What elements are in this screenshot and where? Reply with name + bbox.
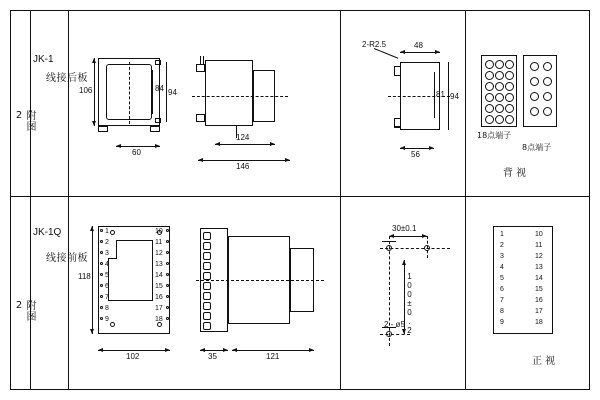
row2-front-left-2: 2 <box>500 242 504 249</box>
row1-term-18-2 <box>495 60 504 69</box>
row1-term-8-6 <box>543 92 552 101</box>
row1-dim124-arrow-right <box>270 142 275 146</box>
row2-dim102-line <box>98 350 170 351</box>
row2-pin-right-14: 14 <box>155 272 163 279</box>
row2-term-6 <box>203 282 211 290</box>
row2-pin-left-5: 5 <box>105 272 109 279</box>
col-divider-4 <box>465 10 466 390</box>
row2-dim35-arrow-left <box>200 348 205 352</box>
row2-plate-shape-1 <box>116 240 152 241</box>
row2-term-4 <box>203 262 211 270</box>
row1-caption-rear: 背 视 <box>503 168 527 179</box>
row2-pin-dot-5 <box>100 273 103 276</box>
row1-dim84-line <box>152 70 153 114</box>
row1-side-bracket-top <box>196 64 205 72</box>
row1-side-centerline <box>192 96 288 97</box>
row1-term-18-12 <box>505 93 514 102</box>
row1-dim106-arrow-bottom <box>92 121 96 126</box>
row1-caption-18: 18点端子 <box>477 131 512 140</box>
row2-hole-bl <box>110 322 115 327</box>
row2-front-left-5: 5 <box>500 275 504 282</box>
row2-term-5 <box>203 272 211 280</box>
row2-pin-dot-15 <box>166 284 169 287</box>
row1-cutout-tab-bottom <box>394 118 401 128</box>
row2-term-3 <box>203 252 211 260</box>
row2-pin-right-11: 11 <box>155 239 163 246</box>
row1-side-pin-top <box>200 56 201 64</box>
row1-dim124-line <box>215 144 275 145</box>
row2-plate-shape-2 <box>116 240 117 258</box>
row2-pin-dot-12 <box>166 251 169 254</box>
row2-side-centerline <box>196 280 324 281</box>
row2-pin-left-8: 8 <box>105 305 109 312</box>
row2-hole-bottom <box>386 331 392 337</box>
row1-term-18-18 <box>505 115 514 124</box>
row2-pin-dot-1 <box>100 229 103 232</box>
row2-front-left-7: 7 <box>500 297 504 304</box>
row1-dim48-arrow-left <box>400 50 405 54</box>
row1-side-pin-top2 <box>203 56 204 64</box>
row1-dim48-line <box>400 52 440 53</box>
row2-plate-shape-6 <box>108 300 153 301</box>
row1-dim-56: 56 <box>411 150 420 159</box>
row1-dim81-line <box>434 72 435 118</box>
row1-term-18-4 <box>485 71 494 80</box>
row1-model-name: JK-1 <box>33 54 54 65</box>
row2-pin-left-2: 2 <box>105 239 109 246</box>
row2-front-left-6: 6 <box>500 286 504 293</box>
row1-dim-94b: 94 <box>450 92 459 101</box>
row2-pin-dot-4 <box>100 262 103 265</box>
col-divider-1 <box>30 10 31 390</box>
row1-term-18-7 <box>485 82 494 91</box>
row1-centerline-v <box>129 62 130 124</box>
row2-front-left-4: 4 <box>500 264 504 271</box>
row2-front-right-14: 14 <box>535 275 543 282</box>
row1-tab-br <box>155 118 161 123</box>
row1-dim-60: 60 <box>132 148 141 157</box>
row1-tab-tr <box>155 60 161 65</box>
row2-front-right-13: 13 <box>535 264 543 271</box>
row2-pin-dot-10 <box>166 229 169 232</box>
row2-pin-right-13: 13 <box>155 261 163 268</box>
row2-pin-left-6: 6 <box>105 283 109 290</box>
row1-term-18-17 <box>495 115 504 124</box>
row1-term-18-6 <box>505 71 514 80</box>
row1-dim60-arrow-left <box>116 144 121 148</box>
row2-pin-left-9: 9 <box>105 316 109 323</box>
row2-term-2 <box>203 242 211 250</box>
row1-term-18-15 <box>505 104 514 113</box>
col-divider-3 <box>340 10 341 390</box>
row1-term-8-2 <box>543 62 552 71</box>
row2-dim-102: 102 <box>126 352 140 361</box>
row1-dim-106: 106 <box>79 86 93 95</box>
row2-dim-30: 30±0.1 <box>392 224 417 233</box>
row2-pin-dot-9 <box>100 317 103 320</box>
row1-dim146-line <box>198 160 290 161</box>
row2-dim121-arrow-left <box>232 348 237 352</box>
row1-term-18-14 <box>495 104 504 113</box>
row2-dim35-arrow-right <box>223 348 228 352</box>
row1-term-18-9 <box>505 82 514 91</box>
row2-dim102-arrow-left <box>98 348 103 352</box>
row2-dim30-arrow-left <box>389 234 394 238</box>
row1-foot-right <box>150 126 160 132</box>
row2-pin-dot-18 <box>166 317 169 320</box>
row2-pin-right-16: 16 <box>155 294 163 301</box>
row2-pin-right-15: 15 <box>155 283 163 290</box>
row2-front-left-1: 1 <box>500 231 504 238</box>
row1-term-8-5 <box>530 92 539 101</box>
row2-dim102-arrow-right <box>165 348 170 352</box>
row2-dim30-arrow-right <box>422 234 427 238</box>
row2-dim-100: 100±0.2 <box>405 272 414 335</box>
row1-term-18-5 <box>495 71 504 80</box>
row1-dim48-arrow-right <box>435 50 440 54</box>
row2-pin-dot-2 <box>100 240 103 243</box>
row1-dim106-line <box>94 58 95 126</box>
row1-dim-48: 48 <box>414 41 423 50</box>
row2-hole-axis-v <box>389 236 390 346</box>
row2-hole-tl <box>110 230 115 235</box>
row2-dim-121: 121 <box>266 352 280 361</box>
row2-plate-shape-4 <box>108 258 117 259</box>
row1-dim124-arrow-left <box>215 142 220 146</box>
row1-term-18-16 <box>485 115 494 124</box>
row1-dim94b-line <box>448 62 449 130</box>
row1-model-desc: 板 后 接 线 <box>43 72 86 83</box>
row2-term-9 <box>203 312 211 320</box>
row1-cutout-tab-top <box>394 66 401 76</box>
row2-pin-right-18: 18 <box>155 316 163 323</box>
row2-front-right-17: 17 <box>535 308 543 315</box>
row1-side-bracket-bottom <box>196 114 205 122</box>
row1-dim146-arrow-left <box>198 158 203 162</box>
row2-front-right-16: 16 <box>535 297 543 304</box>
row1-dim60-line <box>116 146 160 147</box>
row2-plate-shape-3 <box>152 240 153 300</box>
row2-hole-top <box>386 245 392 251</box>
row2-caption-front: 正 视 <box>532 356 556 367</box>
row2-front-right-15: 15 <box>535 286 543 293</box>
row1-term-18-1 <box>485 60 494 69</box>
row2-pin-left-1: 1 <box>105 228 109 235</box>
row1-term-8-3 <box>530 77 539 86</box>
row2-pin-dot-16 <box>166 295 169 298</box>
row2-model-name: JK-1Q <box>33 227 62 238</box>
row1-dim60-arrow-right <box>155 144 160 148</box>
row1-term-18-10 <box>485 93 494 102</box>
row2-dim118-line <box>92 226 93 334</box>
row2-term-1 <box>203 232 211 240</box>
row2-dim118-arrow-bottom <box>90 329 94 334</box>
row2-pin-dot-11 <box>166 240 169 243</box>
row1-term-8-8 <box>543 107 552 116</box>
row1-dim-81: 81 <box>436 90 445 99</box>
row1-term-8-4 <box>543 77 552 86</box>
row1-caption-8: 8点端子 <box>522 143 552 152</box>
row2-dim-118: 118 <box>78 272 91 281</box>
row1-sheet-label: 附图 2 <box>13 110 35 132</box>
row2-dim121-arrow-right <box>309 348 314 352</box>
row2-front-right-11: 11 <box>535 242 543 249</box>
row2-term-10 <box>203 322 211 330</box>
row2-dim100-arrow-top <box>402 260 406 265</box>
row2-pin-right-10: 10 <box>155 228 163 235</box>
row2-pin-left-3: 3 <box>105 250 109 257</box>
row1-term-18-11 <box>495 93 504 102</box>
row1-dim-84: 84 <box>155 84 164 93</box>
row1-dim-146: 146 <box>236 162 250 171</box>
row1-term-18-13 <box>485 104 494 113</box>
row2-pin-dot-17 <box>166 306 169 309</box>
row2-term-8 <box>203 302 211 310</box>
row1-side-body <box>205 60 253 126</box>
row2-hole-axis-v2 <box>427 236 428 258</box>
row-divider <box>10 196 590 197</box>
row1-term-8-7 <box>530 107 539 116</box>
row2-pin-right-17: 17 <box>155 305 163 312</box>
row2-dim121-line <box>232 350 314 351</box>
row2-front-left-8: 8 <box>500 308 504 315</box>
row1-dim146-arrow-right <box>285 158 290 162</box>
row2-dim118-arrow-top <box>90 226 94 231</box>
row2-front-right-12: 12 <box>535 253 543 260</box>
row2-front-left-3: 3 <box>500 253 504 260</box>
row1-dim-124: 124 <box>236 133 250 142</box>
row2-term-7 <box>203 292 211 300</box>
row2-pin-dot-13 <box>166 262 169 265</box>
row2-dim-35: 35 <box>208 352 217 361</box>
col-divider-2 <box>68 10 69 390</box>
row2-front-right-10: 10 <box>535 231 543 238</box>
row2-dim-holes: 2 - ø5 <box>384 320 405 329</box>
row2-pin-right-12: 12 <box>155 250 163 257</box>
row2-pin-dot-6 <box>100 284 103 287</box>
row1-dim56-arrow-right <box>429 146 434 150</box>
row1-dim-94: 94 <box>168 88 177 97</box>
row1-dim94-line <box>166 62 167 122</box>
row1-dim-r25: 2-R2.5 <box>362 40 387 49</box>
row2-pin-left-4: 4 <box>105 261 109 268</box>
row1-foot-left <box>98 126 108 132</box>
row2-front-left-9: 9 <box>500 319 504 326</box>
row2-pin-dot-7 <box>100 295 103 298</box>
row2-pin-dot-14 <box>166 273 169 276</box>
row2-cross-top-h <box>382 241 396 242</box>
row2-pin-dot-8 <box>100 306 103 309</box>
row2-model-desc: 板 前 接 线 <box>43 252 86 263</box>
row1-dim56-arrow-left <box>400 146 405 150</box>
row1-dim106-arrow-top <box>92 58 96 63</box>
row2-pin-dot-3 <box>100 251 103 254</box>
row2-sheet-label: 附图 2 <box>13 300 35 322</box>
row1-term-18-3 <box>505 60 514 69</box>
row2-pin-left-7: 7 <box>105 294 109 301</box>
row1-term-18-8 <box>495 82 504 91</box>
row2-front-right-18: 18 <box>535 319 543 326</box>
row1-term-8-1 <box>530 62 539 71</box>
